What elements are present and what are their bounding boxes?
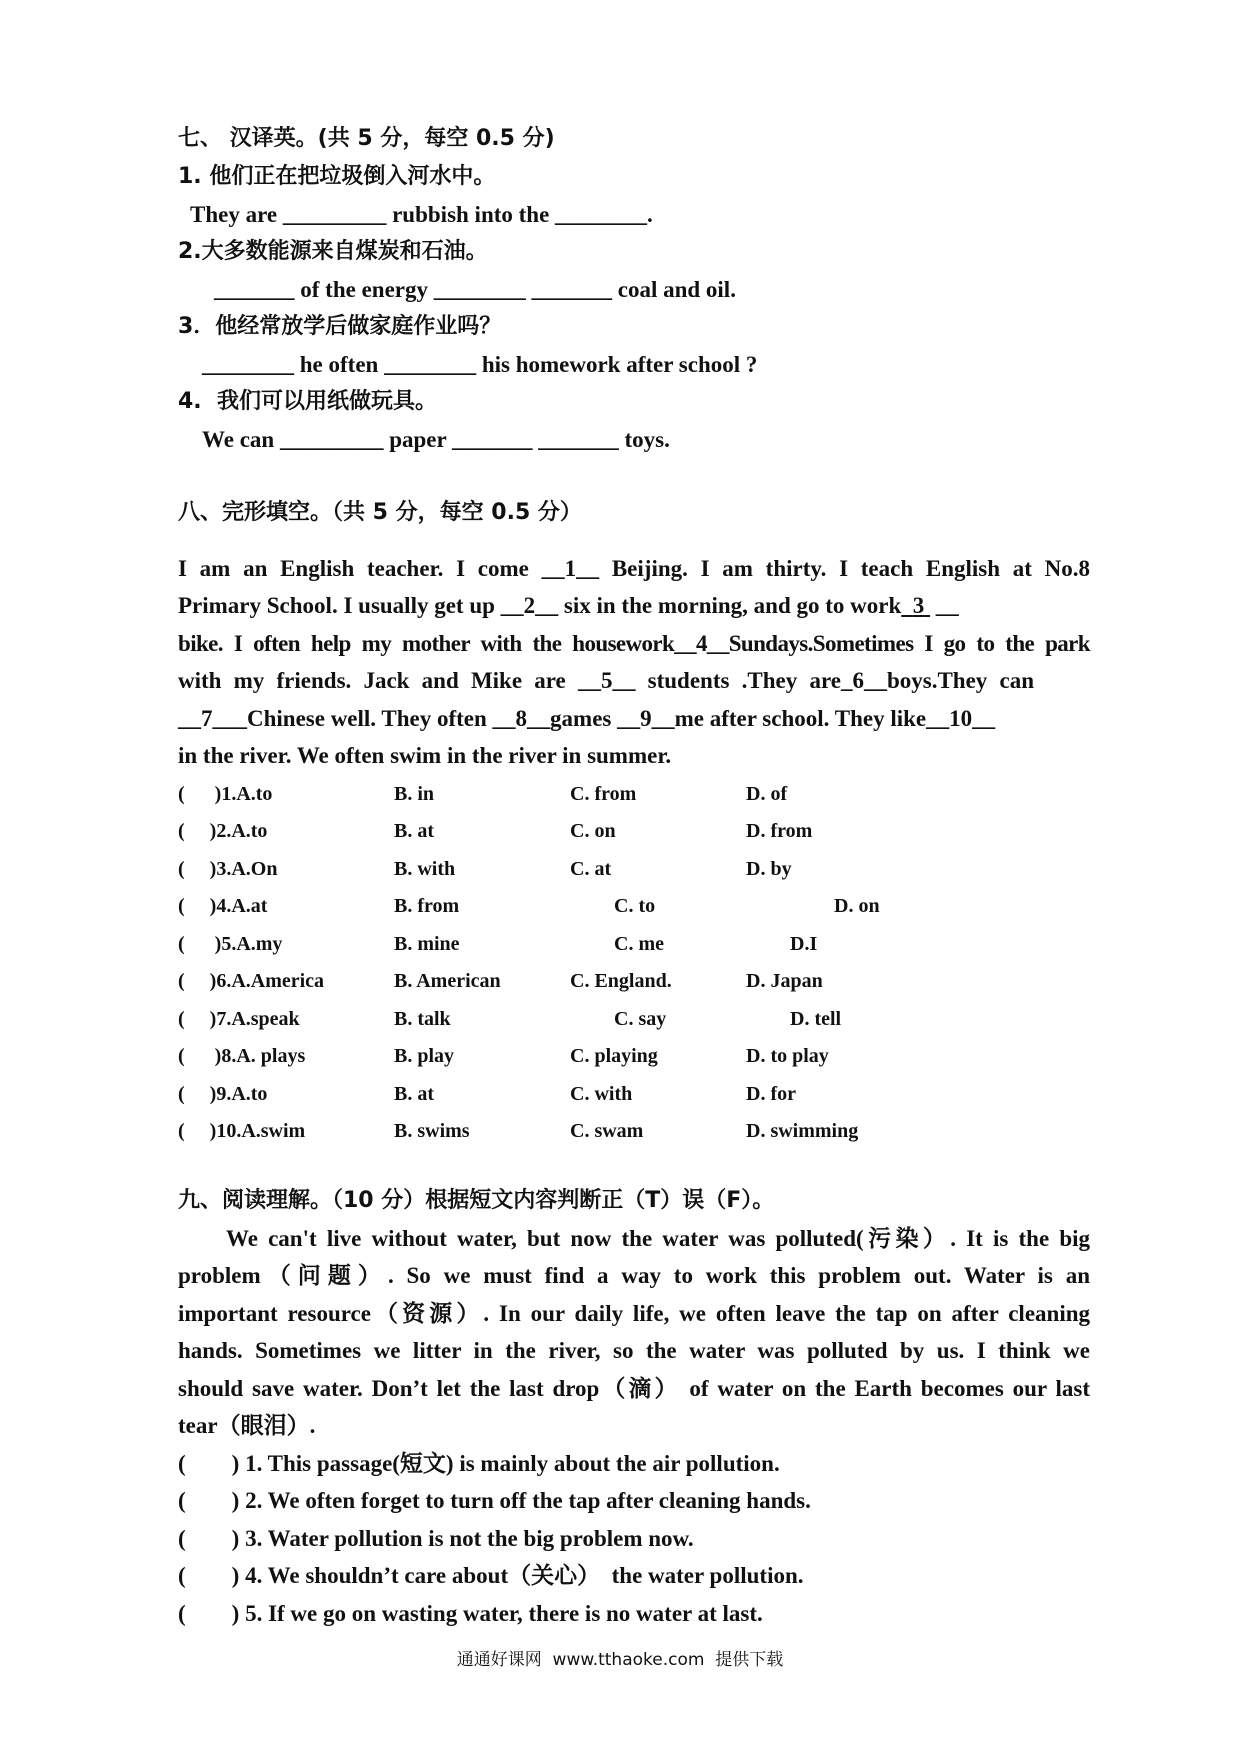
option-c: C. me [614, 933, 664, 955]
option-b: B. American [394, 970, 501, 992]
reading-line-2: problem（问题）. So we must find a way to work this problem out. Water is an [178, 1263, 1090, 1288]
option-d: D. from [746, 820, 813, 842]
option-b: B. swims [394, 1120, 470, 1142]
reading-line-3: important resource（资源）. In our daily life, we often leave the tap on after cleaning [178, 1301, 1090, 1326]
option-d: D. of [746, 783, 788, 805]
q2-chinese: 2.大多数能源来自煤炭和石油。 [178, 239, 488, 264]
option-number: ( )10.A.swim [178, 1120, 306, 1142]
option-number: ( )9.A.to [178, 1083, 268, 1105]
tf-statement-2: ( ) 2. We often forget to turn off the tap after cleaning hands. [178, 1488, 811, 1513]
option-b: B. in [394, 783, 435, 805]
option-b: B. mine [394, 933, 460, 955]
section7-heading: 七、 汉译英。(共 5 分，每空 0.5 分) [178, 126, 555, 151]
option-b: B. play [394, 1045, 455, 1067]
option-number: ( )1.A.to [178, 783, 273, 805]
option-b: B. at [394, 820, 434, 842]
tf-statement-5: ( ) 5. If we go on wasting water, there is no water at last. [178, 1601, 763, 1626]
option-c: C. say [614, 1008, 667, 1030]
tf-statement-1: ( ) 1. This passage(短文) is mainly about the air pollution. [178, 1451, 780, 1476]
option-d: D. tell [790, 1008, 842, 1030]
cloze-line-1: I am an English teacher. I come __1__ Beijing. I am thirty. I teach English at No.8 [178, 556, 1090, 581]
cloze-line-2: Primary School. I usually get up __2__ six in the morning, and go to work 3 __ [178, 593, 959, 618]
option-d: D. Japan [746, 970, 823, 992]
q3-chinese: 3．他经常放学后做家庭作业吗？ [178, 314, 502, 339]
option-d: D. on [834, 895, 880, 917]
tf-statement-4: ( ) 4. We shouldn’t care about（关心） the water pollution. [178, 1563, 804, 1588]
option-number: ( )4.A.at [178, 895, 268, 917]
option-c: C. playing [570, 1045, 658, 1067]
q3-english: ________ he often ________ his homework after school ? [202, 352, 758, 377]
option-d: D. swimming [746, 1120, 859, 1142]
option-number: ( )5.A.my [178, 933, 283, 955]
option-c: C. on [570, 820, 616, 842]
option-c: C. swam [570, 1120, 644, 1142]
option-number: ( )3.A.On [178, 858, 278, 880]
tf-statement-3: ( ) 3. Water pollution is not the big problem now. [178, 1526, 694, 1551]
option-c: C. to [614, 895, 656, 917]
cloze-line-4: with my friends. Jack and Mike are __5__ students .They are_6__boys.They can [178, 668, 1034, 693]
option-number: ( )2.A.to [178, 820, 268, 842]
option-d: D. by [746, 858, 792, 880]
q4-english: We can _________ paper _______ _______ toys. [202, 427, 670, 452]
option-c: C. from [570, 783, 637, 805]
option-b: B. at [394, 1083, 434, 1105]
q1-english: They are _________ rubbish into the ________. [190, 202, 653, 227]
q1-chinese: 1. 他们正在把垃圾倒入河水中。 [178, 164, 496, 189]
reading-line-1: We can't live without water, but now the water was polluted(污染）. It is the big [226, 1226, 1090, 1251]
reading-line-5: should save water. Don’t let the last drop（滴） of water on the Earth becomes our last [178, 1376, 1090, 1401]
q4-chinese: 4. 我们可以用纸做玩具。 [178, 389, 437, 414]
option-b: B. with [394, 858, 456, 880]
option-number: ( )7.A.speak [178, 1008, 300, 1030]
section9-heading: 九、阅读理解。（10 分）根据短文内容判断正（T）误（F）。 [178, 1188, 775, 1213]
cloze-line-5: __7___Chinese well. They often __8__games __9__me after school. They like__10__ [178, 706, 996, 731]
option-c: C. England. [570, 970, 672, 992]
cloze-line-3: bike. I often help my mother with the housework__4__Sundays.Sometimes I go to the park [178, 631, 1090, 656]
q2-english: _______ of the energy ________ _______ coal and oil. [214, 277, 736, 302]
reading-line-6: tear（眼泪）. [178, 1413, 316, 1438]
cloze-line-6: in the river. We often swim in the river in summer. [178, 743, 672, 768]
option-number: ( )8.A. plays [178, 1045, 306, 1067]
option-d: D. for [746, 1083, 796, 1105]
option-b: B. talk [394, 1008, 451, 1030]
option-c: C. at [570, 858, 612, 880]
reading-line-4: hands. Sometimes we litter in the river, so the water was polluted by us. I think we [178, 1338, 1090, 1363]
footer-source: 通通好课网 www.tthaoke.com 提供下载 [456, 1650, 784, 1670]
option-c: C. with [570, 1083, 633, 1105]
section8-heading: 八、完形填空。（共 5 分，每空 0.5 分） [178, 500, 582, 525]
option-b: B. from [394, 895, 460, 917]
option-d: D.I [790, 933, 818, 955]
option-number: ( )6.A.America [178, 970, 325, 992]
option-d: D. to play [746, 1045, 829, 1067]
